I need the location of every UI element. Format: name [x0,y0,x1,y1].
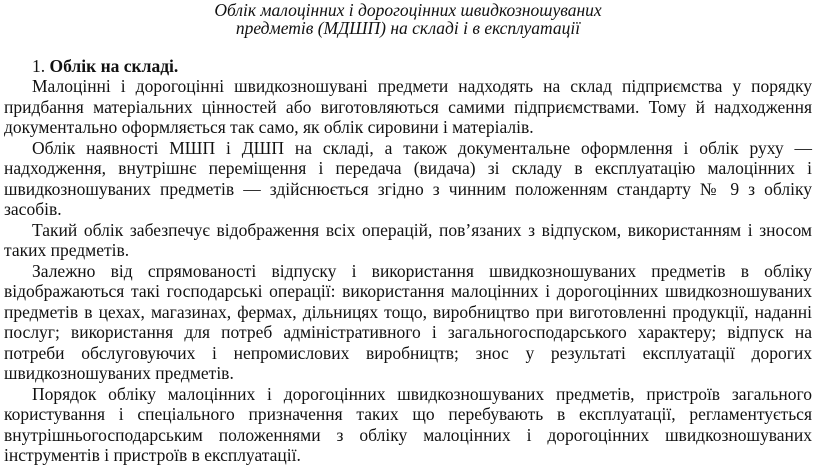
section-heading-text: Облік на складі. [49,56,179,76]
paragraph-1: Малоцінні і дорогоцінні швидкозношувані предмети надходять на склад підприємства у порядку придбання матеріальних цінностей або виготовляються самими підприємствами. Тому й надходження документально оформляється так само, як облік сировини і матеріалів. [4,76,812,137]
section-heading [4,56,812,76]
title-line-1: Облік малоцінних і дорогоцінних швидкозношуваних [214,0,602,20]
paragraph-5: Порядок обліку малоцінних і дорогоцінних швидкозношуваних предметів, пристроїв загального користування і спеціального призначення таких що перебувають в експлуатації, регламентується внутрішньогосподарським положеннями з обліку малоцінних і дорогоцінних швидкозношуваних інструментів і пристроїв в експлуатації. [4,383,812,465]
title-line-2: предметів (МДШП) на складі і в експлуатації [235,18,581,38]
document-title [0,0,816,37]
paragraph-2: Облік наявності МШП і ДШП на складі, а також документальне оформлення і облік руху — надходження, внутрішнє переміщення і передача (видача) зі складу в експлуатацію малоцінних і швидкозношуваних предметів — здійснюється згідно з чинним положенням стандарту № 9 з обліку засобів. [4,137,812,219]
section-number: 1. [32,56,50,76]
section-warehouse-accounting [4,56,812,466]
paragraph-3: Такий облік забезпечує відображення всіх операцій, пов’язаних з відпуском, використанням і зносом таких предметів. [4,219,812,260]
paragraph-4: Залежно від спрямованості відпуску і використання швидкозношуваних предметів в обліку відображаються такі господарські операції: використання малоцінних і дорогоцінних швидкозношуваних предметів в цехах, магазинах, фермах, дільницях тощо, виробництво при виготовленні продукції, наданні послуг; використання для потреб адміністративного і загальногосподарського характеру; відпуск на потреби обслуговуючих і непромислових виробництв; знос у результаті експлуатації дорогих швидкозношуваних предметів. [4,260,812,383]
